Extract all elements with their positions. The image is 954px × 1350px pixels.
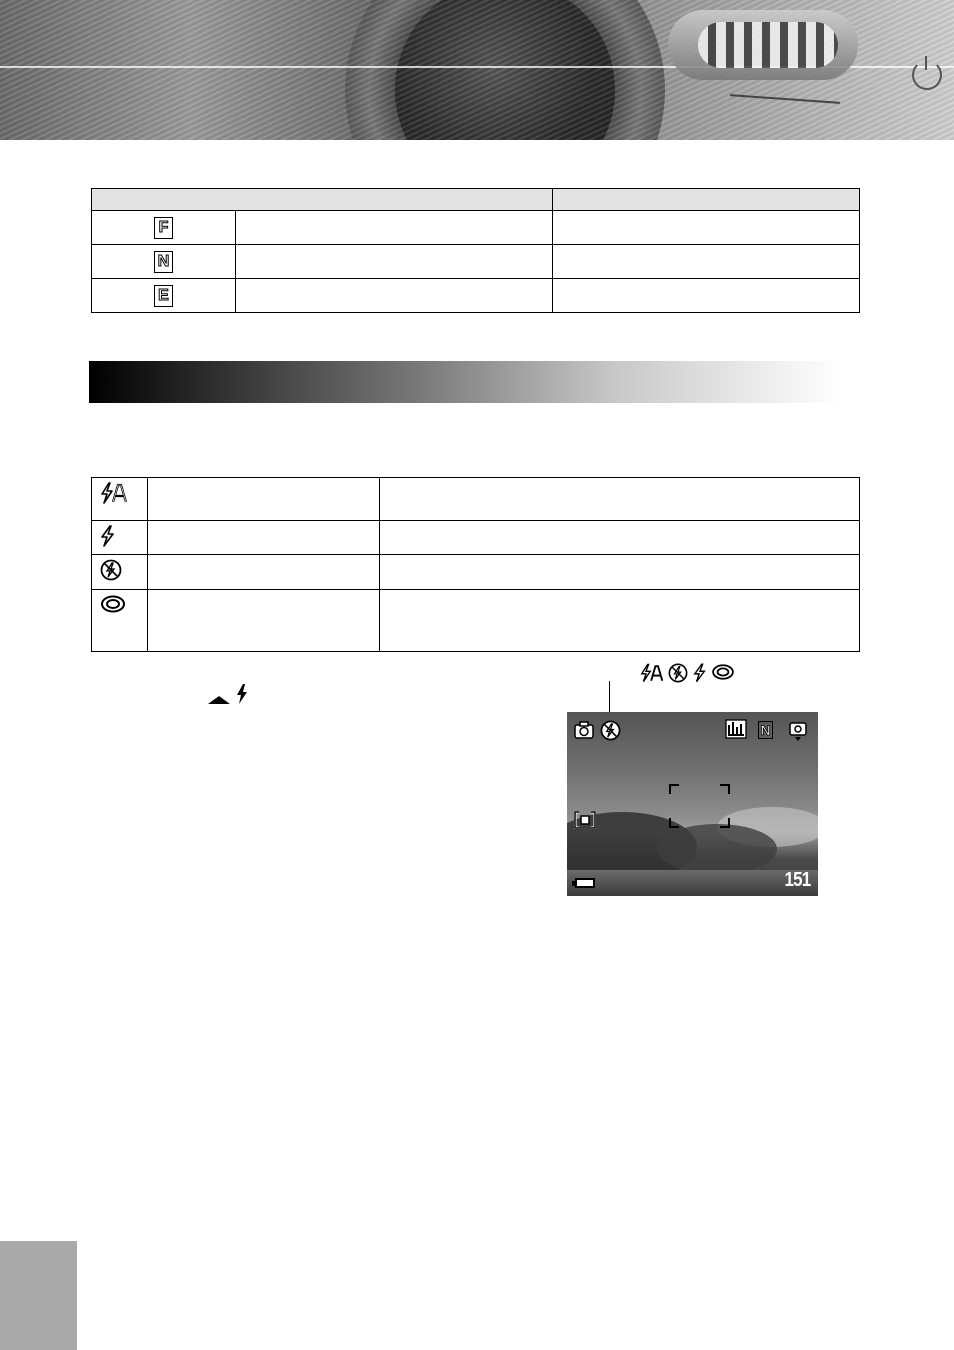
lcd-preview [567,712,818,896]
red-eye-reduction-icon [711,663,735,681]
focus-area-icon [574,811,596,829]
instruction-icons [207,683,249,705]
quality-header-right [553,189,860,211]
battery-icon [575,878,595,888]
flash-mode-description [380,555,860,590]
up-arrow-icon [207,683,231,705]
table-row [92,521,860,555]
metering-icon [789,721,807,743]
quality-label [236,245,553,279]
flash-mode-description [380,521,860,555]
flash-auto-icon [640,663,664,683]
flash-icon [235,683,249,705]
shots-remaining: 151 [784,869,810,891]
section-heading-bar [89,361,841,403]
flash-off-icon [600,720,621,741]
flash-forced-icon [693,663,707,683]
flash-forced-icon [100,525,116,547]
flash-mode-label [148,521,380,555]
fine-quality-icon: F [154,217,173,239]
flash-mode-description [380,478,860,521]
quality-table-header [92,189,860,211]
flash-mode-label [148,590,380,652]
red-eye-reduction-icon [100,594,126,614]
flash-auto-icon [100,482,128,504]
power-icon [912,60,942,90]
quality-description [553,245,860,279]
white-balance-icon [725,719,747,739]
quality-table [91,188,860,313]
table-row [92,555,860,590]
table-row [92,590,860,652]
quality-indicator: N [758,721,773,739]
quality-label [236,211,553,245]
flash-mode-label [148,478,380,521]
economy-quality-icon: E [154,285,173,307]
table-row [92,245,860,279]
table-row [92,279,860,313]
camera-mode-icon [574,721,594,739]
quality-label [236,279,553,313]
flash-mode-label [148,555,380,590]
table-row [92,211,860,245]
focus-bracket [669,818,679,828]
flash-off-icon [668,663,688,683]
quality-description [553,279,860,313]
focus-bracket [720,818,730,828]
camera-slider-image [668,10,858,80]
focus-bracket [720,784,730,794]
table-row [92,478,860,521]
quality-header-left [92,189,553,211]
header-banner [0,0,954,140]
flash-mode-description [380,590,860,652]
normal-quality-icon: N [154,251,173,273]
quality-description [553,211,860,245]
page-side-tab [0,1241,77,1350]
flash-mode-table [91,477,860,652]
callout-flash-icons [640,663,735,683]
flash-off-icon [100,559,122,581]
focus-bracket [669,784,679,794]
